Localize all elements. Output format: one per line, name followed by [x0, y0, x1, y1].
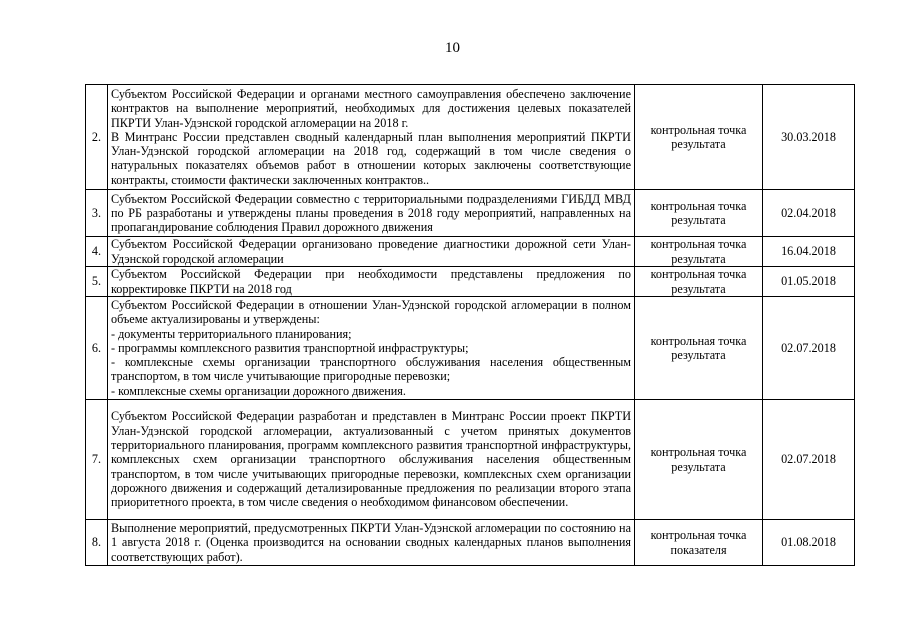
milestone-type: контрольная точка результата: [635, 267, 763, 297]
row-description: [108, 400, 635, 520]
milestone-date: 02.07.2018: [763, 297, 855, 400]
description-paragraph: В Минтранс России представлен сводный календарный план выполнения мероприятий ПКРТИ Улан-Удэнской городской агломерации на 2018 год, содержащий в том числе сведения о натуральных показателях объемов работ в отношении которых заключены соответствующие контракты, стоимости фактически заключенных контрактов..: [111, 129, 631, 187]
milestone-date: 01.08.2018: [763, 520, 855, 566]
milestone-type: контрольная точка результата: [635, 85, 763, 190]
milestone-date: 02.07.2018: [763, 400, 855, 520]
row-description: [108, 85, 635, 190]
milestone-type: контрольная точка результата: [635, 400, 763, 520]
page-number: 10: [445, 40, 460, 56]
description-paragraph: Субъектом Российской Федерации совместно с территориальными подразделениями ГИБДД МВД по РБ разработаны и утверждены планы проведения в 2018 году мероприятий, направленных на пропагандирование соблюдения Правил дорожного движения: [111, 191, 631, 235]
description-paragraph: - комплексные схемы организации дорожного движения.: [111, 383, 406, 398]
description-paragraph: - документы территориального планирования;: [111, 326, 352, 341]
milestone-date: 01.05.2018: [763, 267, 855, 297]
milestone-date: 02.04.2018: [763, 190, 855, 237]
row-number: 2.: [86, 85, 108, 190]
milestone-type: контрольная точка показателя: [635, 520, 763, 566]
description-paragraph: - программы комплексного развития транспортной инфраструктуры;: [111, 340, 469, 355]
table-row: [86, 267, 855, 297]
row-number: 3.: [86, 190, 108, 237]
row-number: 4.: [86, 237, 108, 267]
table-row: [86, 297, 855, 400]
table-row: [86, 190, 855, 237]
row-number: 8.: [86, 520, 108, 566]
description-paragraph: Субъектом Российской Федерации и органами местного самоуправления обеспечено заключение контрактов на выполнение мероприятий, необходимых для достижения целевых показателей ПКРТИ Улан-Удэнской городской агломерации на 2018 г.: [111, 86, 631, 130]
table-row: [86, 520, 855, 566]
description-paragraph: Субъектом Российской Федерации при необходимости представлены предложения по корректировке ПКРТИ на 2018 год: [111, 267, 631, 296]
row-description: [108, 267, 635, 297]
table-row: [86, 237, 855, 267]
milestone-date: 30.03.2018: [763, 85, 855, 190]
table-row: [86, 400, 855, 520]
description-paragraph: Субъектом Российской Федерации организовано проведение диагностики дорожной сети Улан-Удэнской городской агломерации: [111, 237, 631, 266]
row-description: [108, 237, 635, 267]
row-description: [108, 520, 635, 566]
description-paragraph: Выполнение мероприятий, предусмотренных ПКРТИ Улан-Удэнской агломерации по состоянию на 1 августа 2018 г. (Оценка производится на основании сводных календарных планов выполнения соответствующих работ).: [111, 521, 631, 564]
row-number: 7.: [86, 400, 108, 520]
row-description: [108, 190, 635, 237]
table-row: [86, 85, 855, 190]
description-paragraph: - комплексные схемы организации транспортного обслуживания населения общественным транспортом, в том числе учитывающие пригородные перевозки;: [111, 355, 631, 384]
milestone-type: контрольная точка результата: [635, 237, 763, 267]
row-number: 6.: [86, 297, 108, 400]
milestone-date: 16.04.2018: [763, 237, 855, 267]
milestone-type: контрольная точка результата: [635, 190, 763, 237]
milestones-table: [85, 84, 855, 566]
row-number: 5.: [86, 267, 108, 297]
description-paragraph: Субъектом Российской Федерации в отношении Улан-Удэнской городской агломерации в полном объеме актуализированы и утверждены:: [111, 297, 631, 327]
milestone-type: контрольная точка результата: [635, 297, 763, 400]
description-paragraph: Субъектом Российской Федерации разработан и представлен в Минтранс России проект ПКРТИ Улан-Удэнской городской агломерации, актуализованный с учетом принятых документов территориального планирования, программ комплексного развития транспортной инфраструктуры, комплексных схем организации транспортного обслуживания населения общественным транспортом, в том числе учитывающих пригородные перевозки, комплексных схем организации дорожного движения и содержащий детализированные предложения по реализации второго этапа приоритетного проекта, в том числе сведения о необходимом финансовом обеспечении.: [111, 409, 631, 510]
row-description: [108, 297, 635, 400]
